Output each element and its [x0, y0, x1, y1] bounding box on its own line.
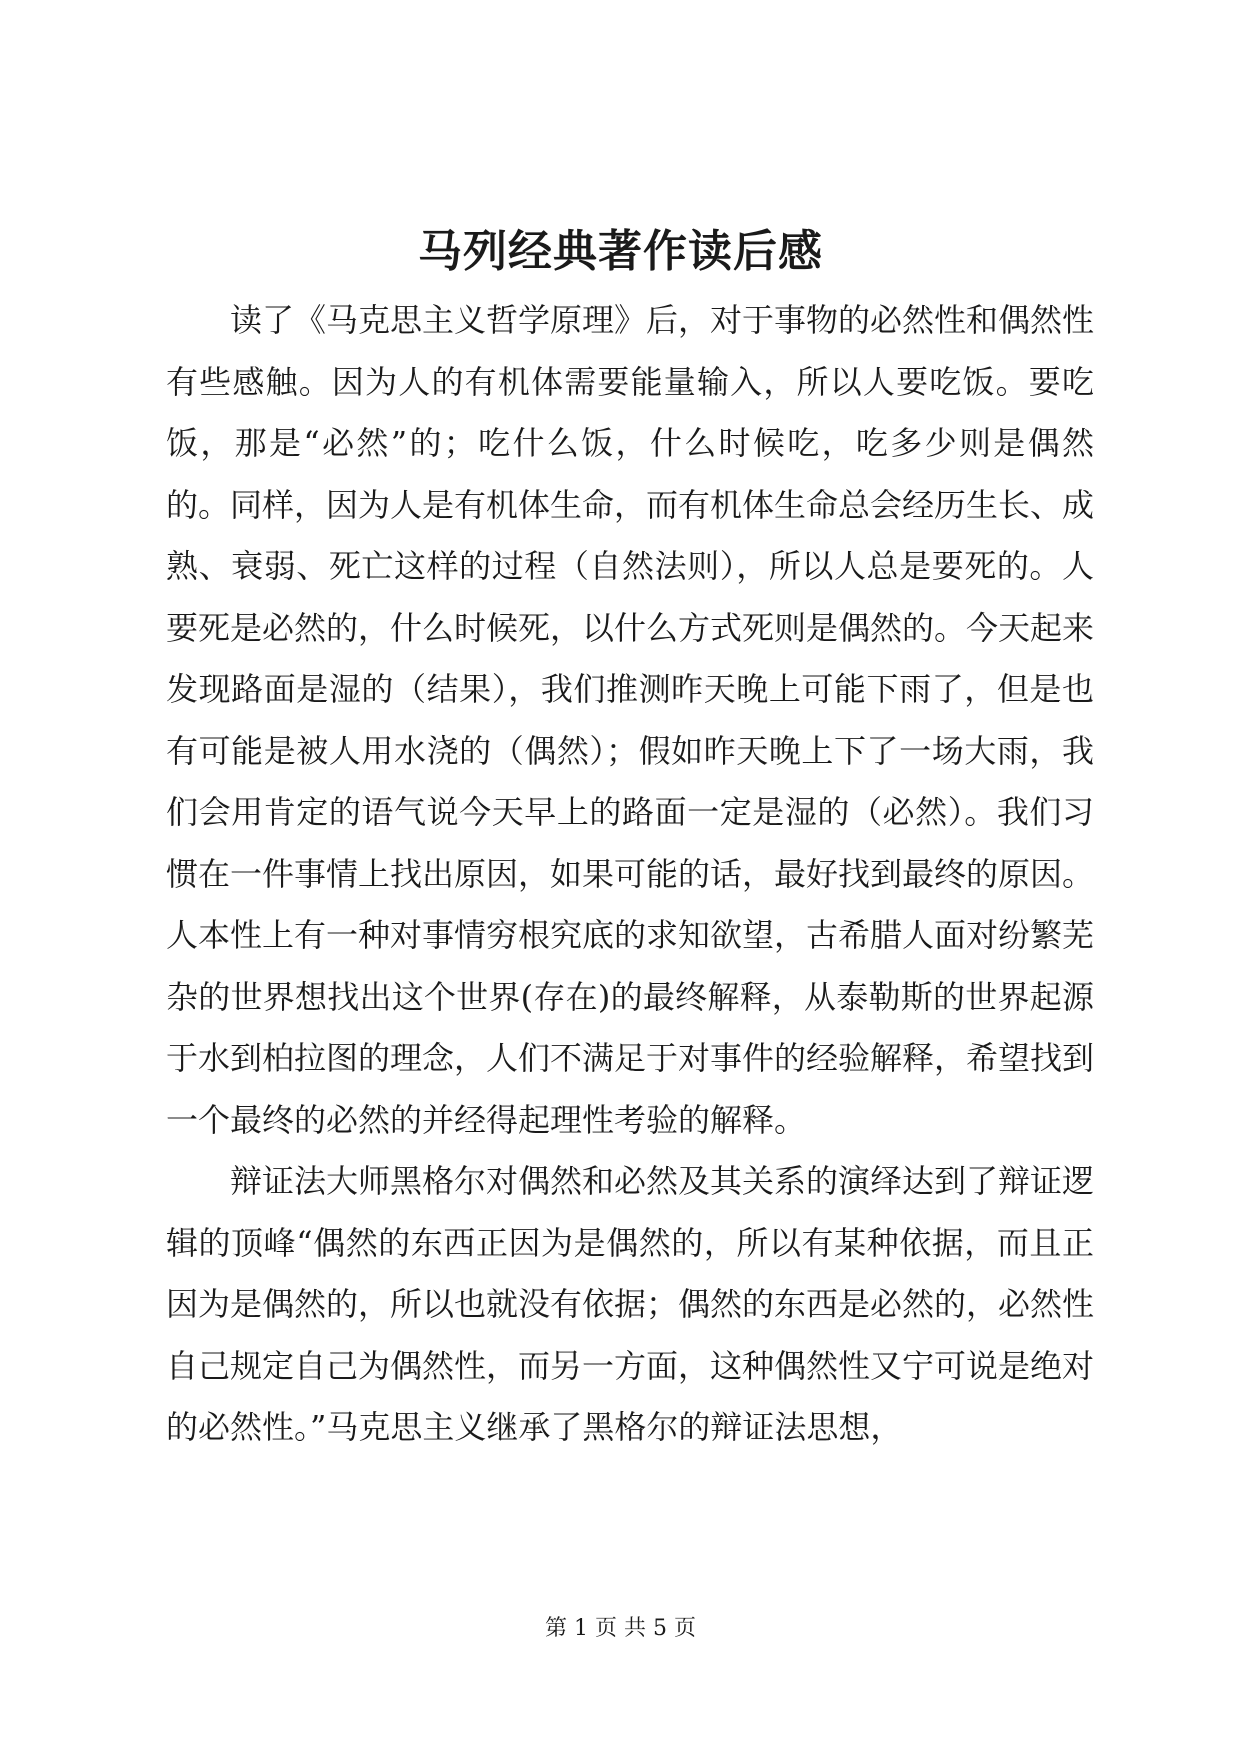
document-body	[166, 290, 1094, 1459]
page-footer: 第 1 页 共 5 页	[545, 1616, 696, 1641]
paragraph-1: 读了《马克思主义哲学原理》后，对于事物的必然性和偶然性有些感触。因为人的有机体需要能量输入，所以人要吃饭。要吃饭，那是“必然”的；吃什么饭，什么时候吃，吃多少则是偶然的。同样，因为人是有机体生命，而有机体生命总会经历生长、成熟、衰弱、死亡这样的过程（自然法则），所以人总是要死的。人要死是必然的，什么时候死，以什么方式死则是偶然的。今天起来发现路面是湿的（结果），我们推测昨天晚上可能下雨了，但是也有可能是被人用水浇的（偶然）；假如昨天晚上下了一场大雨，我们会用肯定的语气说今天早上的路面一定是湿的（必然）。我们习惯在一件事情上找出原因，如果可能的话，最好找到最终的原因。人本性上有一种对事情穷根究底的求知欲望，古希腊人面对纷繁芜杂的世界想找出这个世界(存在)的最终解释，从泰勒斯的世界起源于水到柏拉图的理念，人们不满足于对事件的经验解释，希望找到一个最终的必然的并经得起理性考验的解释。	[166, 301, 1095, 1139]
document-title: 马列经典著作读后感	[418, 226, 823, 277]
paragraph-2: 辩证法大师黑格尔对偶然和必然及其关系的演绎达到了辩证逻辑的顶峰“偶然的东西正因为是偶然的，所以有某种依据，而且正因为是偶然的，所以也就没有依据；偶然的东西是必然的，必然性自己规定自己为偶然性，而另一方面，这种偶然性又宁可说是绝对的必然性。”马克思主义继承了黑格尔的辩证法思想，	[166, 1162, 1095, 1446]
